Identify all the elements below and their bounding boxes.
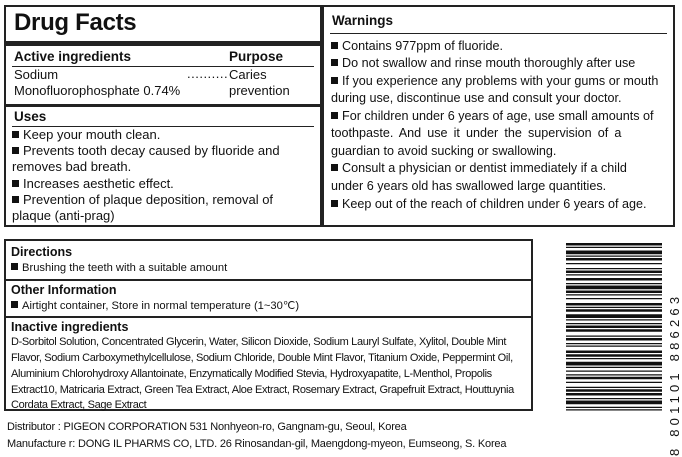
barcode-bar: [566, 343, 662, 344]
barcode-bar: [566, 271, 662, 274]
uses-item: [12, 143, 280, 160]
warning-item: [331, 160, 627, 177]
barcode-number: 8 801101 886263: [667, 292, 682, 456]
barcode-bar: [566, 307, 662, 308]
barcode-bar: [566, 278, 662, 281]
bullet-icon: [331, 42, 338, 49]
barcode-bar: [566, 377, 662, 380]
warning-item-cont: [331, 178, 606, 195]
warning-item-cont: [331, 90, 622, 107]
directions-divider: [4, 279, 533, 281]
title-divider: [4, 41, 322, 46]
barcode-bar: [566, 247, 662, 248]
barcode-bar: [566, 346, 662, 347]
uses-header: Uses: [14, 109, 47, 124]
barcode-bar: [566, 323, 662, 324]
warning-item: [331, 196, 647, 213]
warning-item-cont: [331, 143, 556, 160]
warning-text: guardian to avoid sucking or swallowing.: [331, 144, 557, 158]
bullet-icon: [11, 263, 18, 270]
barcode-bar: [566, 243, 662, 246]
purpose-line1: Caries: [229, 67, 267, 82]
barcode-bar: [566, 283, 662, 284]
bullet-icon: [12, 147, 19, 154]
barcode-bar: [566, 251, 662, 255]
warning-text: Consult a physician or dentist immediately if a child: [342, 161, 627, 175]
inactive-line: Flavor, Sodium Carboxymethylcellulose, Sodium Chloride, Double Mint Flavor, Titanium Oxide, Peppermint Oil,: [11, 352, 513, 364]
barcode-bar: [566, 398, 662, 399]
uses-item: [12, 127, 160, 144]
uses-text: Prevents tooth decay caused by fluoride and: [23, 143, 280, 158]
manufacturer-line: Manufacture r: DONG IL PHARMS CO, LTD. 26 Rinosandan-gil, Maengdong-myeon, Eumseong, S. Korea: [7, 438, 507, 450]
barcode-bar: [566, 258, 662, 261]
barcode-bar: [566, 329, 662, 332]
barcode-bar: [566, 256, 662, 257]
warning-item-cont: [331, 125, 621, 142]
uses-item-cont: [12, 159, 131, 176]
inactive-line: Cordata Extract, Sage Extract: [11, 399, 147, 411]
barcode-bar: [566, 374, 662, 375]
inactive-header: Inactive ingredients: [11, 320, 129, 334]
barcode-bar: [566, 354, 662, 357]
barcode-bar: [566, 362, 662, 366]
barcode-bar: [566, 298, 662, 299]
bullet-icon: [331, 112, 338, 119]
warning-text: toothpaste. And use it under the supervision of a: [331, 126, 622, 140]
warnings-header-divider: [330, 33, 667, 34]
bullet-icon: [12, 196, 19, 203]
uses-text: Increases aesthetic effect.: [23, 176, 174, 191]
other-info-divider: [4, 316, 533, 318]
warning-text: during use, discontinue use and consult your doctor.: [331, 91, 622, 105]
barcode-bar: [566, 274, 662, 275]
warning-item: [331, 38, 503, 55]
barcode-bar: [566, 263, 662, 264]
barcode-bar: [566, 338, 662, 341]
barcode-bar: [566, 382, 662, 383]
active-ingredients-header: Active ingredients: [14, 49, 132, 64]
barcode-bar: [566, 407, 662, 408]
barcode: [566, 243, 662, 456]
warning-text: Contains 977ppm of fluoride.: [342, 39, 504, 53]
uses-item-cont: [12, 208, 115, 225]
barcode-bar: [566, 336, 662, 337]
directions-header: Directions: [11, 245, 73, 259]
barcode-bar: [566, 303, 662, 306]
warning-item: [331, 108, 654, 125]
barcode-bar: [566, 401, 662, 405]
barcode-bar: [566, 393, 662, 396]
barcode-bar: [566, 309, 662, 312]
uses-text: Keep your mouth clean.: [23, 127, 161, 142]
uses-item: [12, 192, 273, 209]
uses-item: [12, 176, 174, 193]
barcode-bar: [566, 294, 662, 295]
warning-text: Keep out of the reach of children under 6 years of age.: [342, 197, 647, 211]
distributor-line: Distributor : PIGEON CORPORATION 531 Nonhyeon-ro, Gangnam-gu, Seoul, Korea: [7, 421, 407, 433]
bullet-icon: [331, 164, 338, 171]
directions-text: Brushing the teeth with a suitable amount: [22, 262, 228, 274]
warning-item: [331, 73, 658, 90]
bullet-icon: [12, 180, 19, 187]
bullet-icon: [11, 301, 18, 308]
barcode-bar: [566, 409, 662, 410]
warning-item: [331, 55, 635, 72]
uses-divider: [4, 104, 322, 107]
barcode-bar: [566, 367, 662, 368]
purpose-line2: prevention: [229, 83, 290, 98]
active-ingredient-line2: Monofluorophosphate 0.74%: [14, 83, 181, 98]
inactive-line: Extract10, Matricaria Extract, Green Tea Extract, Aloe Extract, Rosemary Extract, Grapefruit Extract, Houttuynia: [11, 384, 514, 396]
barcode-bar: [566, 291, 662, 294]
barcode-bar: [566, 286, 662, 290]
barcode-bar: [566, 387, 662, 388]
barcode-bar: [566, 326, 662, 329]
warning-text: under 6 years old has swallowed large quantities.: [331, 179, 607, 193]
bullet-icon: [12, 131, 19, 138]
uses-text: Prevention of plaque deposition, removal of: [23, 192, 274, 207]
barcode-bar: [566, 371, 662, 372]
drug-facts-title: Drug Facts: [14, 9, 137, 36]
inactive-line: Aluminium Chlorohydroxy Allantoinate, Enzymatically Modified Stevia, Hydroxyapatite, L-Menthol, Propolis: [11, 368, 492, 380]
uses-text: plaque (anti-prag): [12, 208, 115, 223]
warnings-header: Warnings: [332, 13, 394, 28]
barcode-bar: [566, 351, 662, 354]
bullet-icon: [331, 200, 338, 207]
barcode-bar: [566, 314, 662, 318]
purpose-header: Purpose: [229, 49, 284, 64]
barcode-bar: [566, 389, 662, 392]
other-info-line: [11, 300, 299, 313]
uses-text: removes bad breath.: [12, 159, 132, 174]
directions-line: [11, 262, 227, 275]
leader-dots: ..........: [187, 66, 229, 81]
warning-text: If you experience any problems with your gums or mouth: [342, 74, 659, 88]
barcode-bar: [566, 319, 662, 320]
bullet-icon: [331, 77, 338, 84]
bullet-icon: [331, 59, 338, 66]
other-info-header: Other Information: [11, 283, 117, 297]
inactive-line: D-Sorbitol Solution, Concentrated Glycerin, Water, Silicon Dioxide, Sodium Lauryl Sulfate, Xylitol, Double Mint: [11, 336, 507, 348]
active-ingredient-line1: Sodium: [14, 67, 59, 82]
other-info-text: Airtight container, Store in normal temperature (1~30℃): [22, 300, 300, 312]
warning-text: For children under 6 years of age, use small amounts of: [342, 109, 654, 123]
warning-text: Do not swallow and rinse mouth thoroughly after use: [342, 56, 636, 70]
barcode-bar: [566, 268, 662, 269]
barcode-bar: [566, 358, 662, 359]
